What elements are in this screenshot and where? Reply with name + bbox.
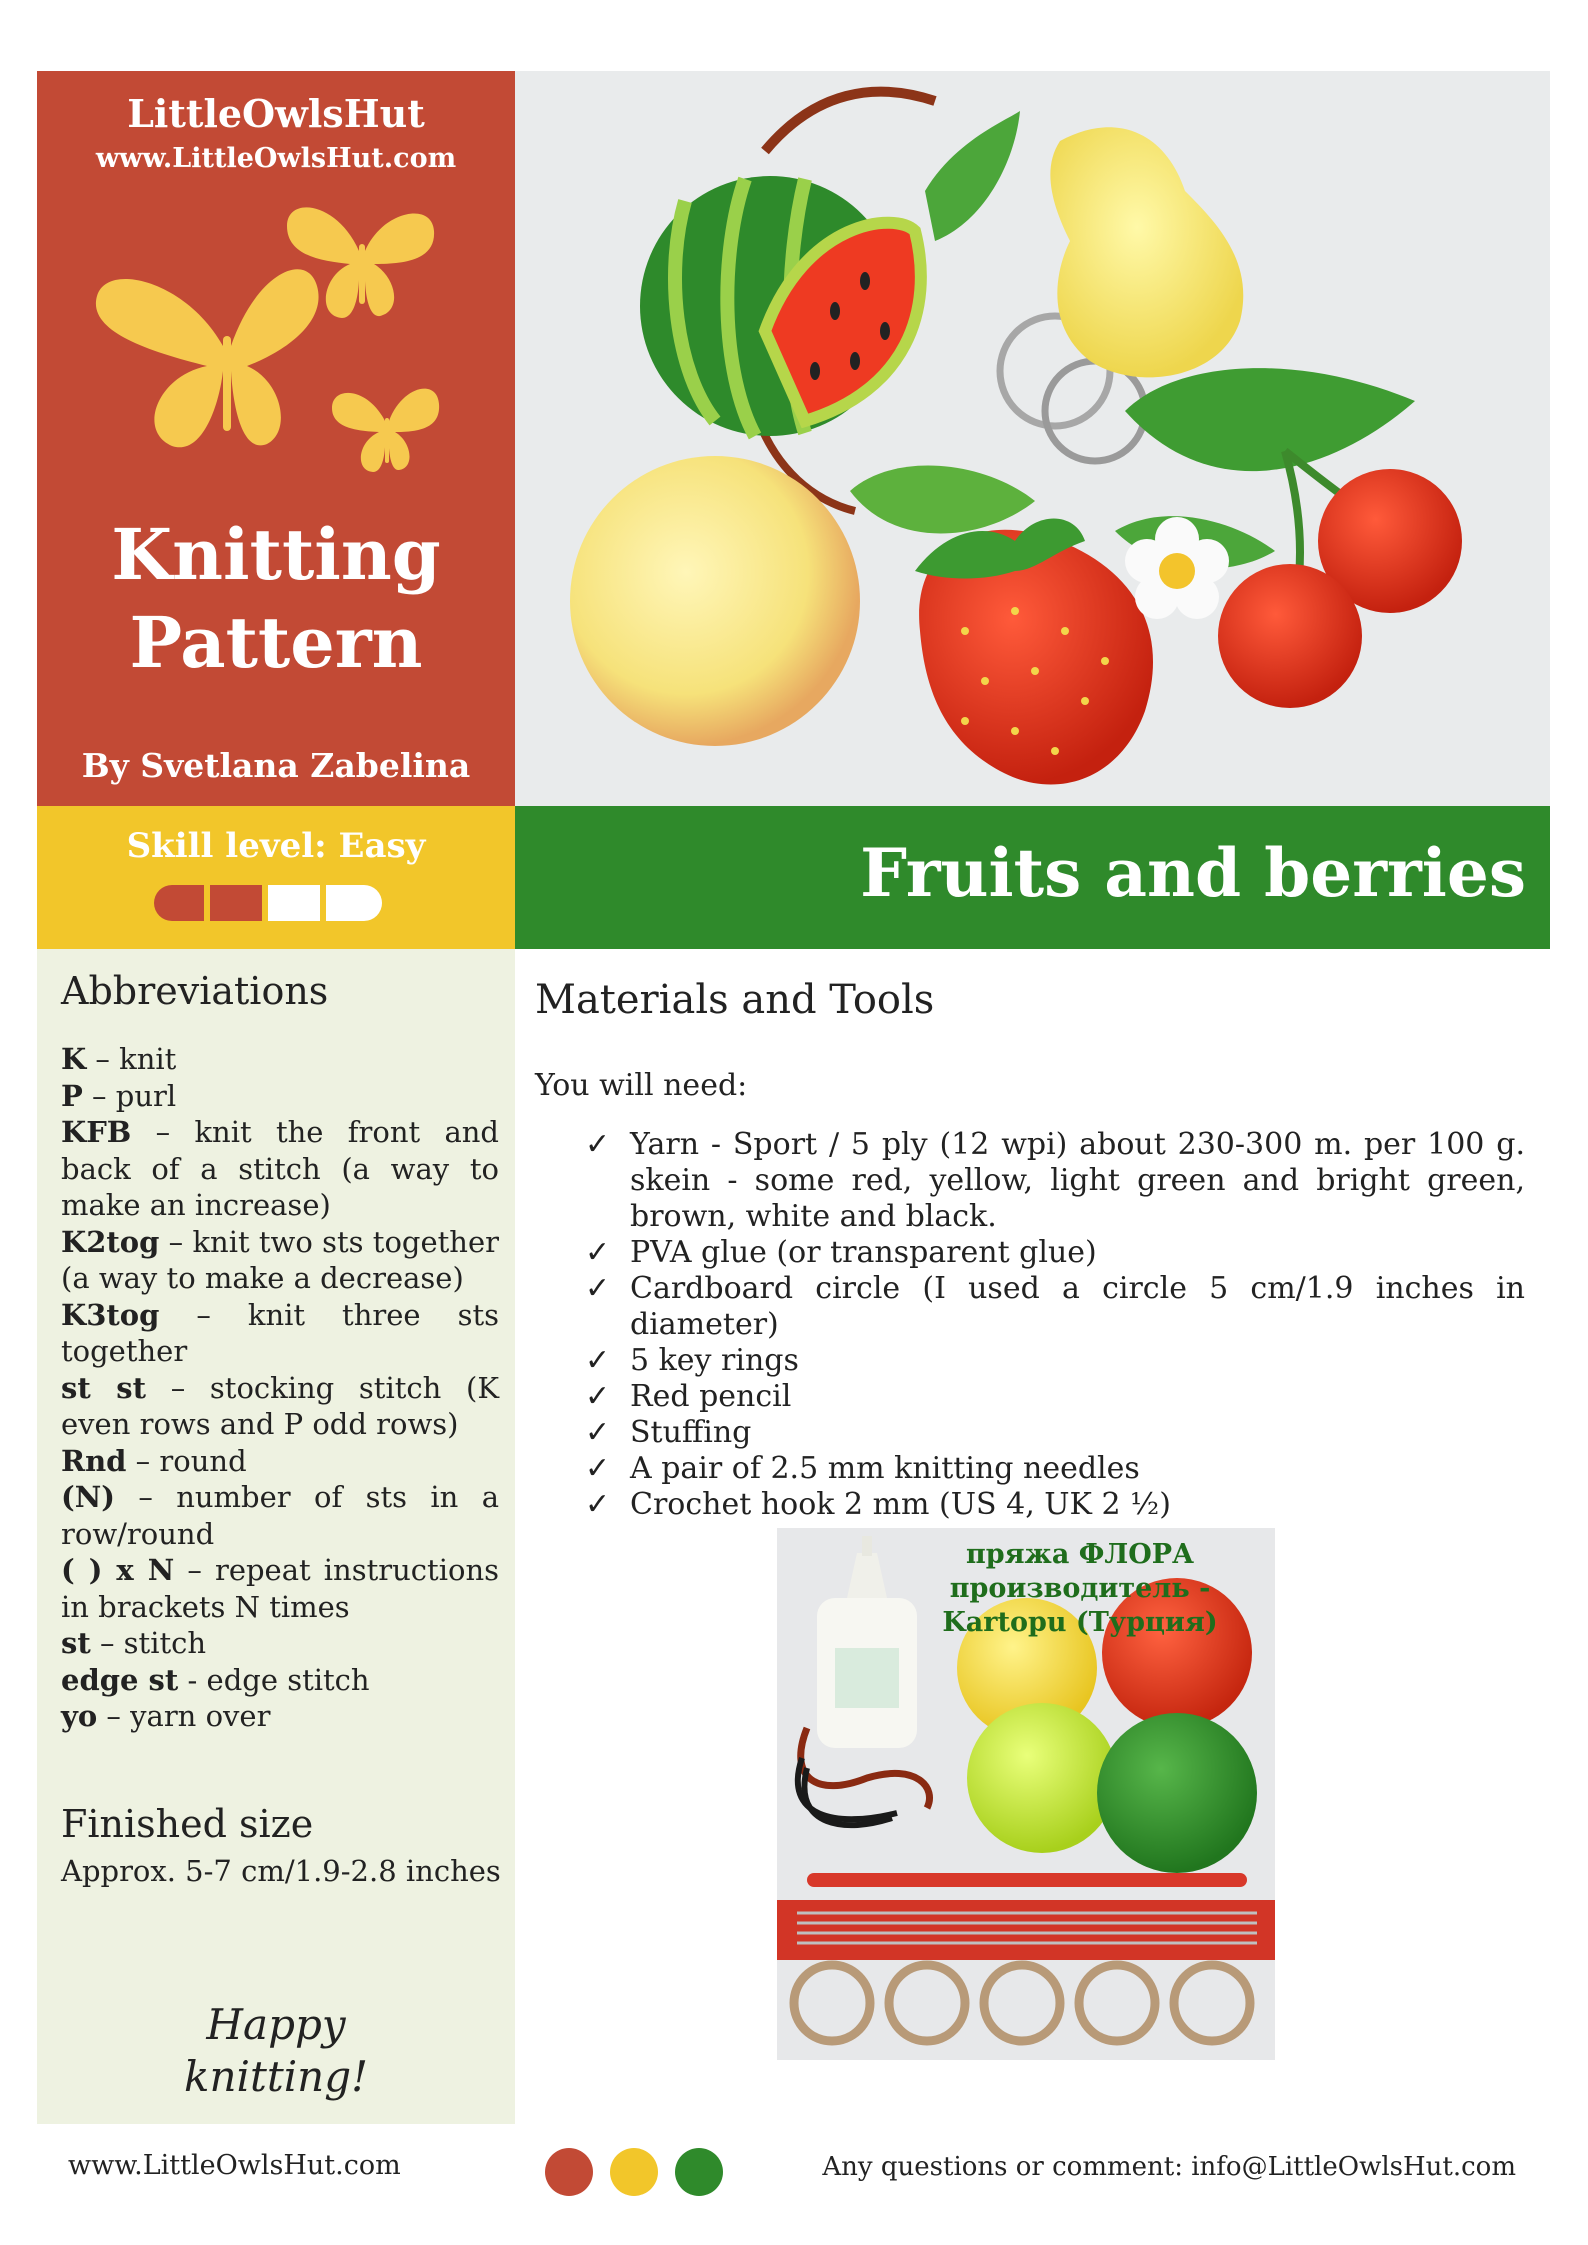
- skill-level-meter: [152, 883, 402, 923]
- abbr-item: Rnd – round: [61, 1443, 247, 1478]
- brand-url[interactable]: www.LittleOwlsHut.com: [95, 143, 457, 174]
- red-dot-icon: [545, 2148, 593, 2196]
- abbr-item: P – purl: [61, 1078, 177, 1113]
- abbr-item: (N) – number of sts in a row/round: [61, 1480, 499, 1551]
- material-item: ✓ 5 key rings: [585, 1343, 799, 1378]
- yarn-brand-caption: [915, 1538, 1245, 1640]
- you-will-need-label: You will need:: [535, 1068, 748, 1103]
- skill-label: Skill level: Easy: [126, 826, 426, 866]
- material-item: ✓ Cardboard circle (I used a circle 5 cm/1.9 inches in diameter): [585, 1271, 1525, 1342]
- happy-knitting: [37, 1999, 515, 2103]
- abbr-item: st st – stocking stitch (K even rows and P odd rows): [61, 1370, 499, 1441]
- finished-size-value: Approx. 5-7 cm/1.9-2.8 inches: [61, 1854, 501, 1888]
- brand-panel: [37, 71, 515, 806]
- material-item: ✓ Stuffing: [585, 1415, 752, 1450]
- pattern-title-line1: Knitting: [111, 513, 441, 596]
- author: By Svetlana Zabelina: [81, 746, 471, 785]
- abbr-item: K – knit: [61, 1042, 177, 1076]
- abbreviations-heading: Abbreviations: [61, 969, 329, 1013]
- yarn-caption-line3: Kartopu (Турция): [942, 1607, 1218, 1638]
- check-icon: ✓: [585, 1343, 611, 1378]
- material-item: ✓ PVA glue (or transparent glue): [585, 1235, 1097, 1270]
- footer-url[interactable]: www.LittleOwlsHut.com: [68, 2150, 401, 2181]
- abbr-item: yo – yarn over: [61, 1699, 271, 1733]
- pattern-title: [37, 511, 515, 687]
- brand-name: LittleOwlsHut: [127, 91, 425, 136]
- check-icon: ✓: [585, 1379, 611, 1414]
- check-icon: ✓: [585, 1451, 611, 1486]
- check-icon: ✓: [585, 1235, 611, 1270]
- material-item: ✓ Yarn - Sport / 5 ply (12 wpi) about 230-300 m. per 100 g. skein - some red, yellow, light green and bright green, brown, white and black.: [585, 1127, 1525, 1234]
- abbr-item: ( ) x N – repeat instructions in brackets N times: [61, 1553, 499, 1624]
- yarn-caption-line1: пряжа ФЛОРА: [965, 1539, 1195, 1570]
- material-item: ✓ Red pencil: [585, 1379, 792, 1414]
- abbr-item: K3tog – knit three sts together: [61, 1297, 499, 1368]
- abbr-item: edge st - edge stitch: [61, 1662, 370, 1697]
- materials-photo: [777, 1528, 1275, 2060]
- materials-heading: Materials and Tools: [535, 977, 935, 1023]
- skill-segment-1: [154, 885, 204, 921]
- check-icon: ✓: [585, 1271, 611, 1306]
- main-title: Fruits and berries: [860, 834, 1526, 912]
- check-icon: ✓: [585, 1415, 611, 1450]
- green-dot-icon: [675, 2148, 723, 2196]
- happy-line1: Happy: [206, 2000, 346, 2049]
- skill-segment-2: [210, 885, 262, 921]
- finished-size-heading: Finished size: [61, 1802, 314, 1846]
- materials-list: [585, 1127, 1525, 1523]
- pattern-title-line2: Pattern: [129, 601, 423, 684]
- sidebar: [37, 949, 515, 2124]
- material-item: ✓ A pair of 2.5 mm knitting needles: [585, 1451, 1140, 1486]
- title-bar: [515, 806, 1550, 949]
- yarn-caption-line2: производитель -: [949, 1573, 1211, 1604]
- footer-contact[interactable]: Any questions or comment: info@LittleOwlsHut.com: [822, 2152, 1516, 2182]
- abbr-item: K2tog – knit two sts together (a way to make a decrease): [61, 1224, 499, 1295]
- knitted-fruits-image: [515, 71, 1550, 806]
- hero-photo: [515, 71, 1550, 806]
- skill-segment-4: [326, 885, 382, 921]
- skill-panel: [37, 806, 515, 949]
- yellow-dot-icon: [610, 2148, 658, 2196]
- check-icon: ✓: [585, 1487, 611, 1522]
- abbr-item: st – stitch: [61, 1626, 207, 1660]
- check-icon: ✓: [585, 1127, 611, 1162]
- happy-line2: knitting!: [184, 2052, 368, 2101]
- butterflies-icon: [87, 181, 467, 511]
- abbr-item: KFB – knit the front and back of a stitch (a way to make an increase): [61, 1115, 499, 1222]
- skill-segment-3: [268, 885, 320, 921]
- abbreviations-list: [61, 1041, 499, 1735]
- material-item: ✓ Crochet hook 2 mm (US 4, UK 2 ½): [585, 1487, 1171, 1522]
